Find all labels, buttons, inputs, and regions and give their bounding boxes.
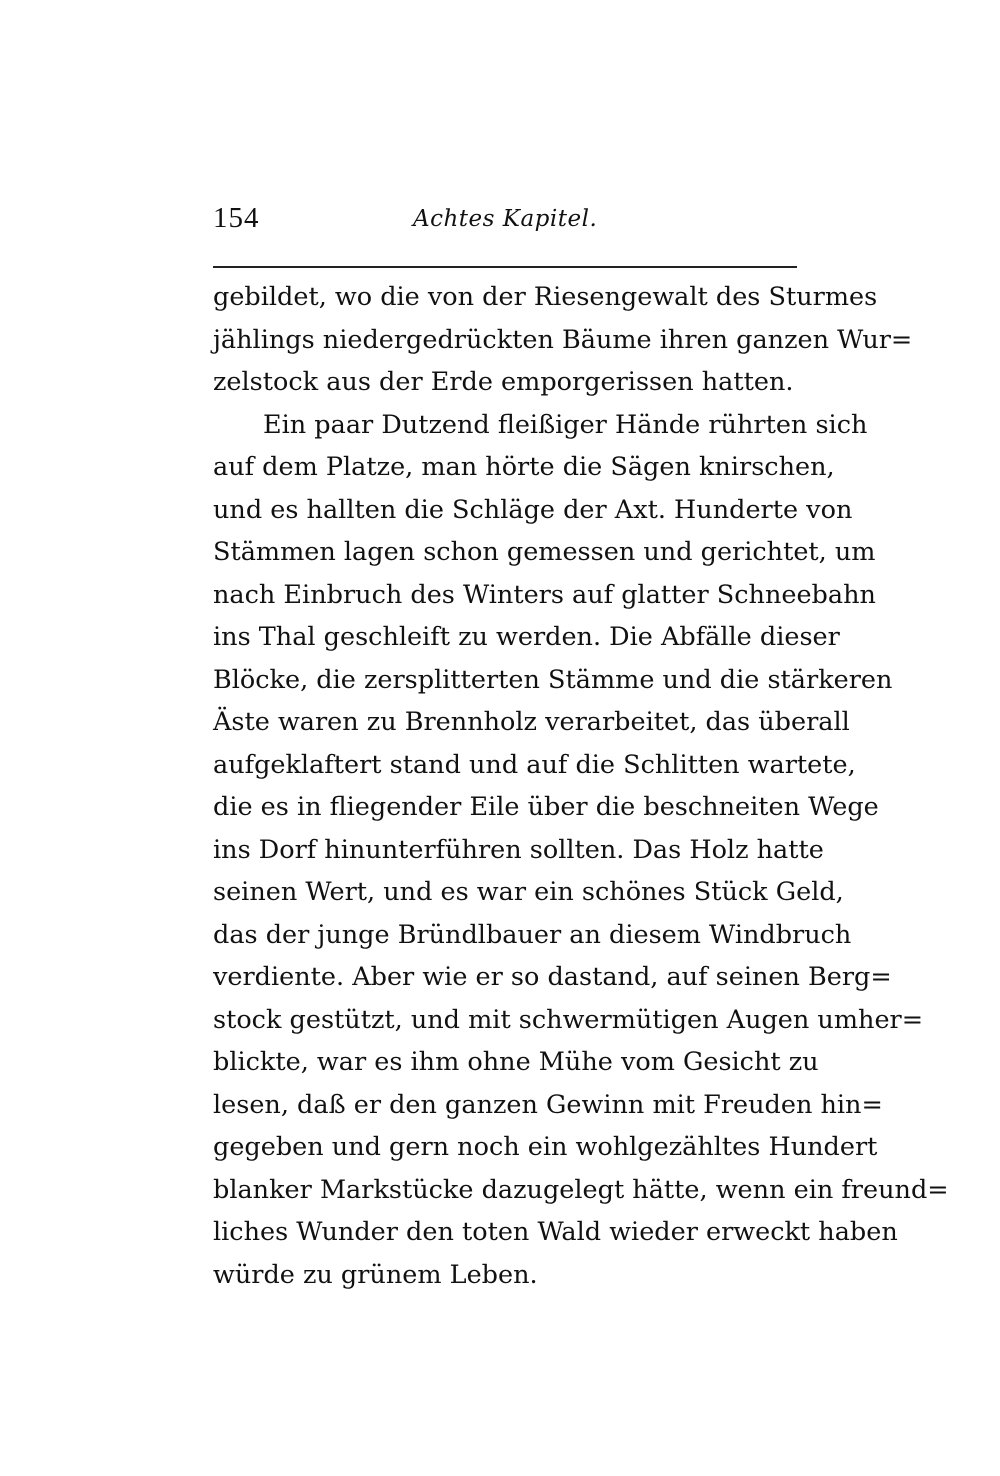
text-line: auf dem Platze, man hörte die Sägen knirschen, xyxy=(213,452,835,482)
text-line: das der junge Bründlbauer an diesem Windbruch xyxy=(213,919,852,950)
text-line: Blöcke, die zersplitterten Stämme und die stärkeren xyxy=(213,664,893,695)
running-header xyxy=(213,198,797,238)
text-line: liches Wunder den toten Wald wieder erweckt haben xyxy=(213,1217,898,1247)
text-line: ins Thal geschleift zu werden. Die Abfälle dieser xyxy=(213,622,840,652)
text-line: Stämmen lagen schon gemessen und gerichtet, um xyxy=(213,537,876,567)
text-line: Ein paar Dutzend fleißiger Hände rührten sich xyxy=(263,409,868,440)
text-line: ins Dorf hinunterführen sollten. Das Holz hatte xyxy=(213,834,824,865)
text-line: die es in fliegender Eile über die beschneiten Wege xyxy=(213,792,879,822)
text-line: stock gestützt, und mit schwermütigen Augen umher= xyxy=(213,1004,924,1035)
text-line: und es hallten die Schläge der Axt. Hunderte von xyxy=(213,494,853,525)
text-line: verdiente. Aber wie er so dastand, auf seinen Berg= xyxy=(213,962,892,992)
text-line: nach Einbruch des Winters auf glatter Schneebahn xyxy=(213,579,876,610)
chapter-title: Achtes Kapitel. xyxy=(413,206,598,232)
text-line: gebildet, wo die von der Riesengewalt des Sturmes xyxy=(213,282,878,312)
text-line: blickte, war es ihm ohne Mühe vom Gesicht zu xyxy=(213,1047,819,1077)
page-number: 154 xyxy=(213,202,260,234)
text-line: aufgeklaftert stand und auf die Schlitten wartete, xyxy=(213,749,856,780)
text-line: Äste waren zu Brennholz verarbeitet, das überall xyxy=(213,707,850,737)
header-divider xyxy=(213,266,797,268)
text-line: zelstock aus der Erde emporgerissen hatten. xyxy=(213,367,794,397)
text-line: gegeben und gern noch ein wohlgezähltes Hundert xyxy=(213,1132,878,1162)
text-line: jählings niedergedrückten Bäume ihren ganzen Wur= xyxy=(213,324,913,355)
text-line: lesen, daß er den ganzen Gewinn mit Freuden hin= xyxy=(213,1089,883,1120)
body-text xyxy=(213,276,949,1296)
text-line: blanker Markstücke dazugelegt hätte, wenn ein freund= xyxy=(213,1174,949,1205)
text-line: würde zu grünem Leben. xyxy=(213,1259,538,1290)
text-line: seinen Wert, und es war ein schönes Stück Geld, xyxy=(213,877,844,907)
